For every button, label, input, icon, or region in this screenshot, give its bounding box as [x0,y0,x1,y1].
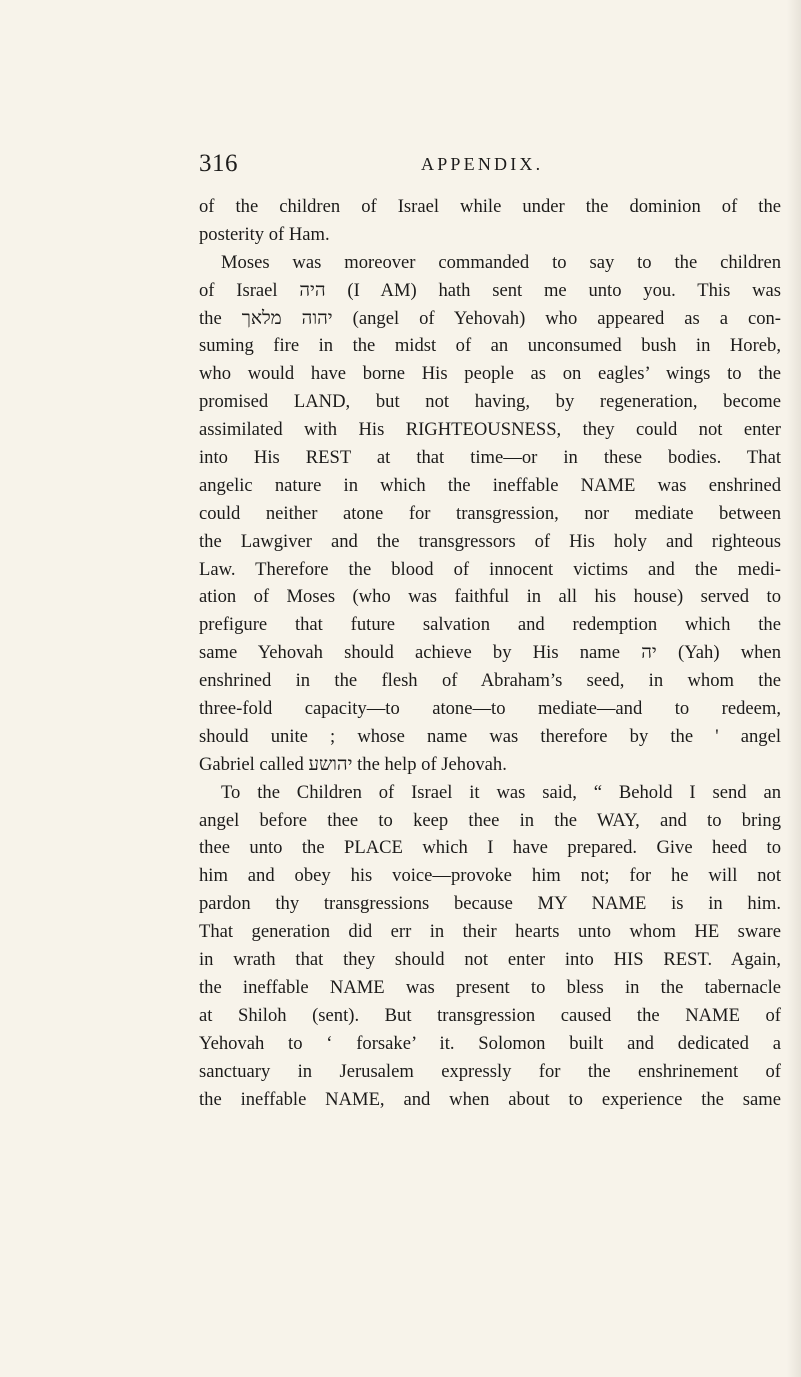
text-line: in wrath that they should not enter into HIS REST. Again, [199,949,781,971]
text-line: of the children of Israel while under the dominion of the [199,196,781,217]
text-line: angelic nature in which the ineffable NAME was enshrined [199,474,781,496]
text-line: To the Children of Israel it was said, “ Behold I send an [221,781,781,803]
body-text [199,193,781,1113]
text-line: could neither atone for transgression, nor mediate between [199,502,781,524]
text-line: angel before thee to keep thee in the WAY, and to bring [199,809,781,831]
text-line: prefigure that future salvation and redemption which the [199,614,781,636]
text-line: assimilated with His RIGHTEOUSNESS, they could not enter [199,419,781,441]
text-line: the ineffable NAME, and when about to experience the same [199,1088,781,1110]
page-number: 316 [199,150,238,177]
text-line: posterity of Ham. [199,223,330,245]
text-line: of Israel היה (I AM) hath sent me unto you. This was [199,279,782,301]
page-edge-shadow [787,0,801,1377]
running-head: APPENDIX. [421,154,544,174]
text-line: three-fold capacity—to atone—to mediate—and to redeem, [199,698,781,720]
text-line: at Shiloh (sent). But transgression caused the NAME of [199,1004,781,1026]
text-line: the Lawgiver and the transgressors of His holy and righteous [199,530,781,552]
text-line: Gabriel called יהושע the help of Jehovah. [199,753,507,775]
text-line: thee unto the PLACE which I have prepared. Give heed to [199,837,781,859]
text-line: same Yehovah should achieve by His name יה (Yah) when [199,642,781,664]
text-line: the ineffable NAME was present to bless in the tabernacle [199,976,781,998]
text-line: ation of Moses (who was faithful in all his house) served to [199,586,781,608]
text-line: suming fire in the midst of an unconsumed bush in Horeb, [199,335,781,357]
text-line: enshrined in the flesh of Abraham’s seed, in whom the [199,670,781,692]
text-line: pardon thy transgressions because MY NAME is in him. [199,893,781,915]
page-header [199,150,759,186]
text-line: the יהוה מלאך (angel of Yehovah) who appeared as a con- [199,307,781,329]
text-line: Moses was moreover commanded to say to the children [221,251,781,273]
text-line: into His REST at that time—or in these bodies. That [199,447,781,469]
text-line: sanctuary in Jerusalem expressly for the enshrinement of [199,1060,781,1082]
text-line: who would have borne His people as on eagles’ wings to the [199,363,781,385]
text-line: should unite ; whose name was therefore by the ' angel [199,725,781,747]
text-line: promised LAND, but not having, by regeneration, become [199,391,781,413]
text-line: him and obey his voice—provoke him not; for he will not [199,865,781,887]
text-line: Yehovah to ‘ forsake’ it. Solomon built and dedicated a [199,1032,781,1054]
text-line: That generation did err in their hearts unto whom HE sware [199,921,781,943]
text-line: Law. Therefore the blood of innocent victims and the medi- [199,558,781,580]
